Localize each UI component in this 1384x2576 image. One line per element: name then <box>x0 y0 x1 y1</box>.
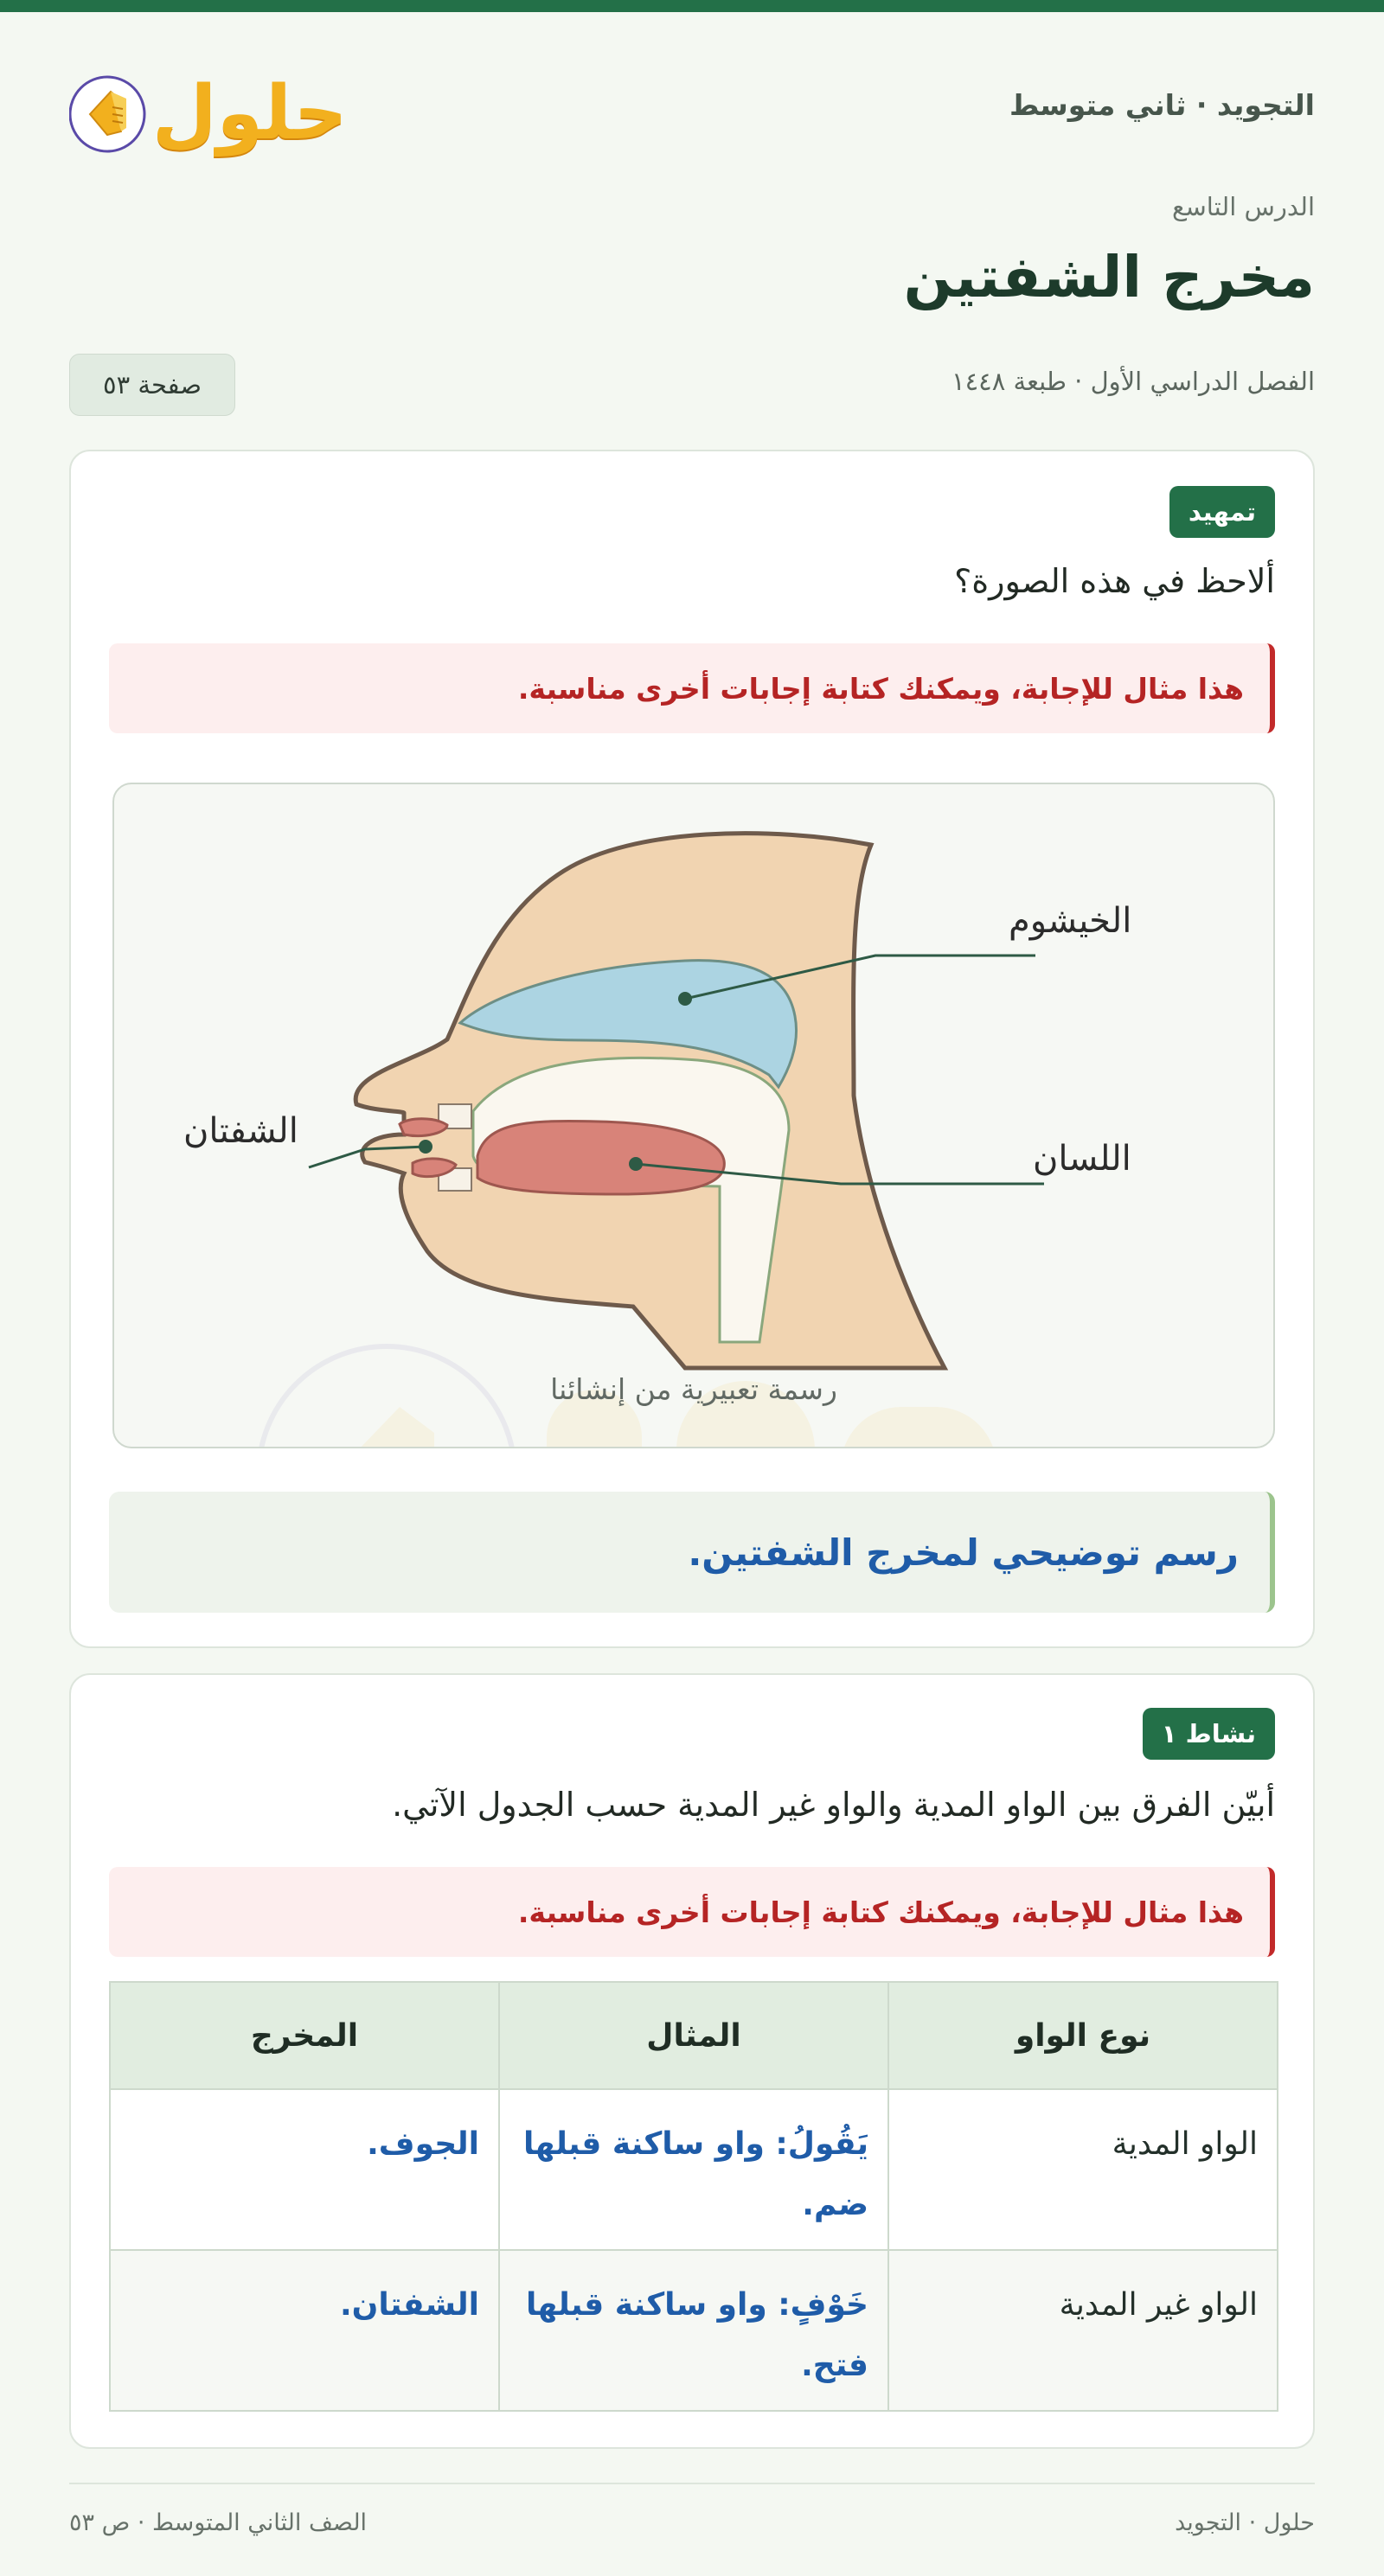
logo-wordmark: حلول <box>152 70 348 157</box>
intro-tag: تمهيد <box>1169 486 1275 538</box>
activity-tag: نشاط ١ <box>1143 1708 1275 1760</box>
tongue-shape <box>477 1121 724 1194</box>
activity-card <box>69 1673 1315 2449</box>
label-lips: الشفتان <box>183 1111 298 1151</box>
activity-question: أبيّن الفرق بين الواو المدية والواو غير المدية حسب الجدول الآتي. <box>392 1786 1275 1824</box>
intro-answer-note: هذا مثال للإجابة، ويمكنك كتابة إجابات أخرى مناسبة. <box>109 643 1275 733</box>
table-header-row <box>110 1982 1278 2089</box>
lesson-meta: الفصل الدراسي الأول · طبعة ١٤٤٨ <box>952 367 1315 396</box>
activity-answer-note: هذا مثال للإجابة، ويمكنك كتابة إجابات أخرى مناسبة. <box>109 1867 1275 1957</box>
lesson-number: الدرس التاسع <box>1172 192 1315 221</box>
cell-articulation-point: الشفتان. <box>110 2250 499 2411</box>
intro-question: ألاحظ في هذه الصورة؟ <box>954 562 1275 600</box>
header-waw-type: نوع الواو <box>888 1982 1278 2089</box>
figure-caption: رسمة تعبيرية من إنشائنا <box>550 1372 837 1406</box>
nasal-pointer-dot <box>678 992 692 1006</box>
intro-card <box>69 450 1315 1648</box>
page-header <box>69 52 1315 164</box>
label-tongue: اللسان <box>1033 1139 1131 1179</box>
mouth-anatomy-figure <box>112 783 1275 1448</box>
upper-lip-shape <box>400 1119 447 1136</box>
intro-answer: رسم توضيحي لمخرج الشفتين. <box>109 1492 1275 1613</box>
footer-brand: حلول · التجويد <box>1175 2509 1315 2536</box>
cell-articulation-point: الجوف. <box>110 2089 499 2250</box>
waw-comparison-table <box>109 1981 1278 2412</box>
label-nasal: الخيشوم <box>1009 901 1132 941</box>
top-accent-bar <box>0 0 1384 12</box>
table-row <box>110 2089 1278 2250</box>
page-number-chip: صفحة ٥٣ <box>69 354 235 416</box>
header-example: المثال <box>499 1982 888 2089</box>
footer-page-info: الصف الثاني المتوسط · ص ٥٣ <box>69 2509 368 2536</box>
subject-label: التجويد · ثاني متوسط <box>1009 88 1315 122</box>
footer-divider <box>69 2483 1315 2484</box>
header-articulation-point: المخرج <box>110 1982 499 2089</box>
cell-example: يَقُولُ: واو ساكنة قبلها ضم. <box>499 2089 888 2250</box>
cell-waw-type: الواو المدية <box>888 2089 1278 2250</box>
brand-logo[interactable] <box>69 52 348 164</box>
tongue-pointer-dot <box>629 1157 643 1171</box>
cell-example: خَوْفٍ: واو ساكنة قبلها فتح. <box>499 2250 888 2411</box>
page-title: مخرج الشفتين <box>903 244 1315 310</box>
table-row <box>110 2250 1278 2411</box>
lips-pointer-dot <box>419 1140 432 1154</box>
cell-waw-type: الواو غير المدية <box>888 2250 1278 2411</box>
